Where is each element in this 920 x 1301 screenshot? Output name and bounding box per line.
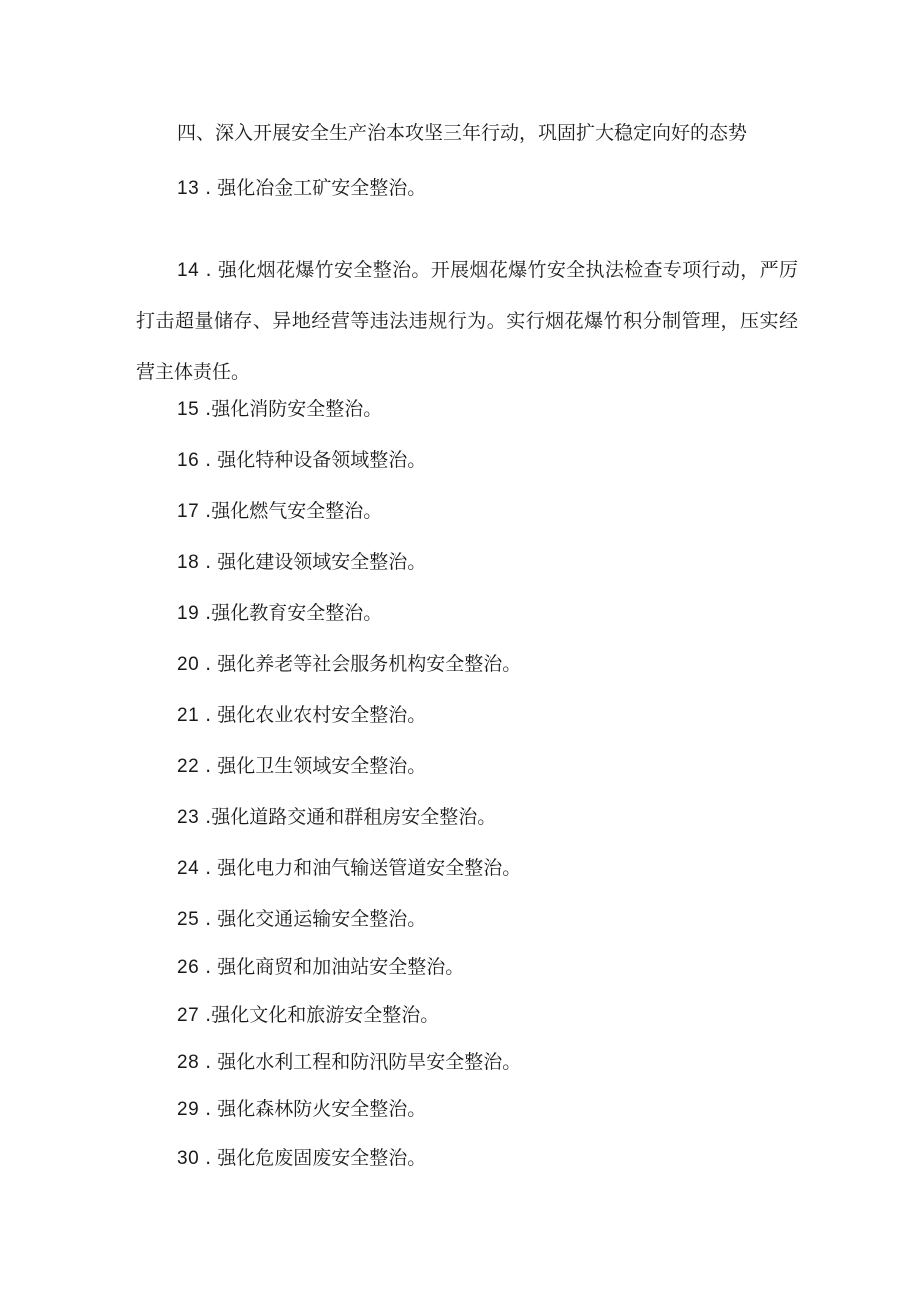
item-number: 27 xyxy=(177,1005,200,1026)
item-text: . 强化建设领域安全整治。 xyxy=(199,551,427,573)
item-text: . 强化特种设备领域整治。 xyxy=(199,449,427,471)
item-number: 20 xyxy=(177,654,200,675)
item-text: . 强化交通运输安全整治。 xyxy=(199,908,427,930)
item-number: 28 xyxy=(177,1052,200,1073)
item-text: .强化燃气安全整治。 xyxy=(199,500,383,522)
list-item-14-paragraph xyxy=(136,245,798,398)
list-item xyxy=(177,1097,426,1122)
item-text: .强化道路交通和群租房安全整治。 xyxy=(199,806,497,828)
list-item xyxy=(177,754,426,779)
list-item xyxy=(177,499,382,524)
list-item xyxy=(177,397,382,422)
list-item-13 xyxy=(177,176,426,201)
item-text: . 强化森林防火安全整治。 xyxy=(199,1098,427,1120)
item-text: . 强化危废固废安全整治。 xyxy=(199,1147,427,1169)
item-text: .强化教育安全整治。 xyxy=(199,602,383,624)
item-number: 15 xyxy=(177,399,200,420)
item-number: 22 xyxy=(177,756,200,777)
item-number: 23 xyxy=(177,807,200,828)
item-text: . 强化冶金工矿安全整治。 xyxy=(199,177,427,199)
list-item xyxy=(177,805,496,830)
item-text: . 强化卫生领域安全整治。 xyxy=(199,755,427,777)
item-text: . 强化水利工程和防汛防旱安全整治。 xyxy=(199,1051,522,1073)
list-item xyxy=(177,1003,439,1028)
list-item xyxy=(177,601,382,626)
list-item xyxy=(177,652,521,677)
item-number: 29 xyxy=(177,1099,200,1120)
item-text: .强化消防安全整治。 xyxy=(199,398,383,420)
item-number: 14 xyxy=(177,260,200,281)
item-number: 16 xyxy=(177,450,200,471)
item-number: 19 xyxy=(177,603,200,624)
item-text: .强化文化和旅游安全整治。 xyxy=(199,1004,440,1026)
list-item xyxy=(177,907,426,932)
list-item xyxy=(177,955,464,980)
item-text: . 强化电力和油气输送管道安全整治。 xyxy=(199,857,522,879)
item-number: 24 xyxy=(177,858,200,879)
list-item xyxy=(177,1050,521,1075)
item-number: 18 xyxy=(177,552,200,573)
item-text: . 强化烟花爆竹安全整治。开展烟花爆竹安全执法检查专项行动，严厉打击超量储存、异地经营等违法违规行为。实行烟花爆竹积分制管理，压实经营主体责任。 xyxy=(136,259,798,383)
list-item xyxy=(177,703,426,728)
item-text: . 强化商贸和加油站安全整治。 xyxy=(199,956,465,978)
list-item xyxy=(177,856,521,881)
list-item xyxy=(177,550,426,575)
item-number: 26 xyxy=(177,957,200,978)
item-number: 13 xyxy=(177,178,200,199)
item-text: . 强化养老等社会服务机构安全整治。 xyxy=(199,653,522,675)
item-number: 25 xyxy=(177,909,200,930)
item-number: 17 xyxy=(177,501,200,522)
item-number: 30 xyxy=(177,1148,200,1169)
section-heading: 四、深入开展安全生产治本攻坚三年行动，巩固扩大稳定向好的态势 xyxy=(177,122,748,144)
item-number: 21 xyxy=(177,705,200,726)
list-item xyxy=(177,448,426,473)
list-item xyxy=(177,1146,426,1171)
item-text: . 强化农业农村安全整治。 xyxy=(199,704,427,726)
